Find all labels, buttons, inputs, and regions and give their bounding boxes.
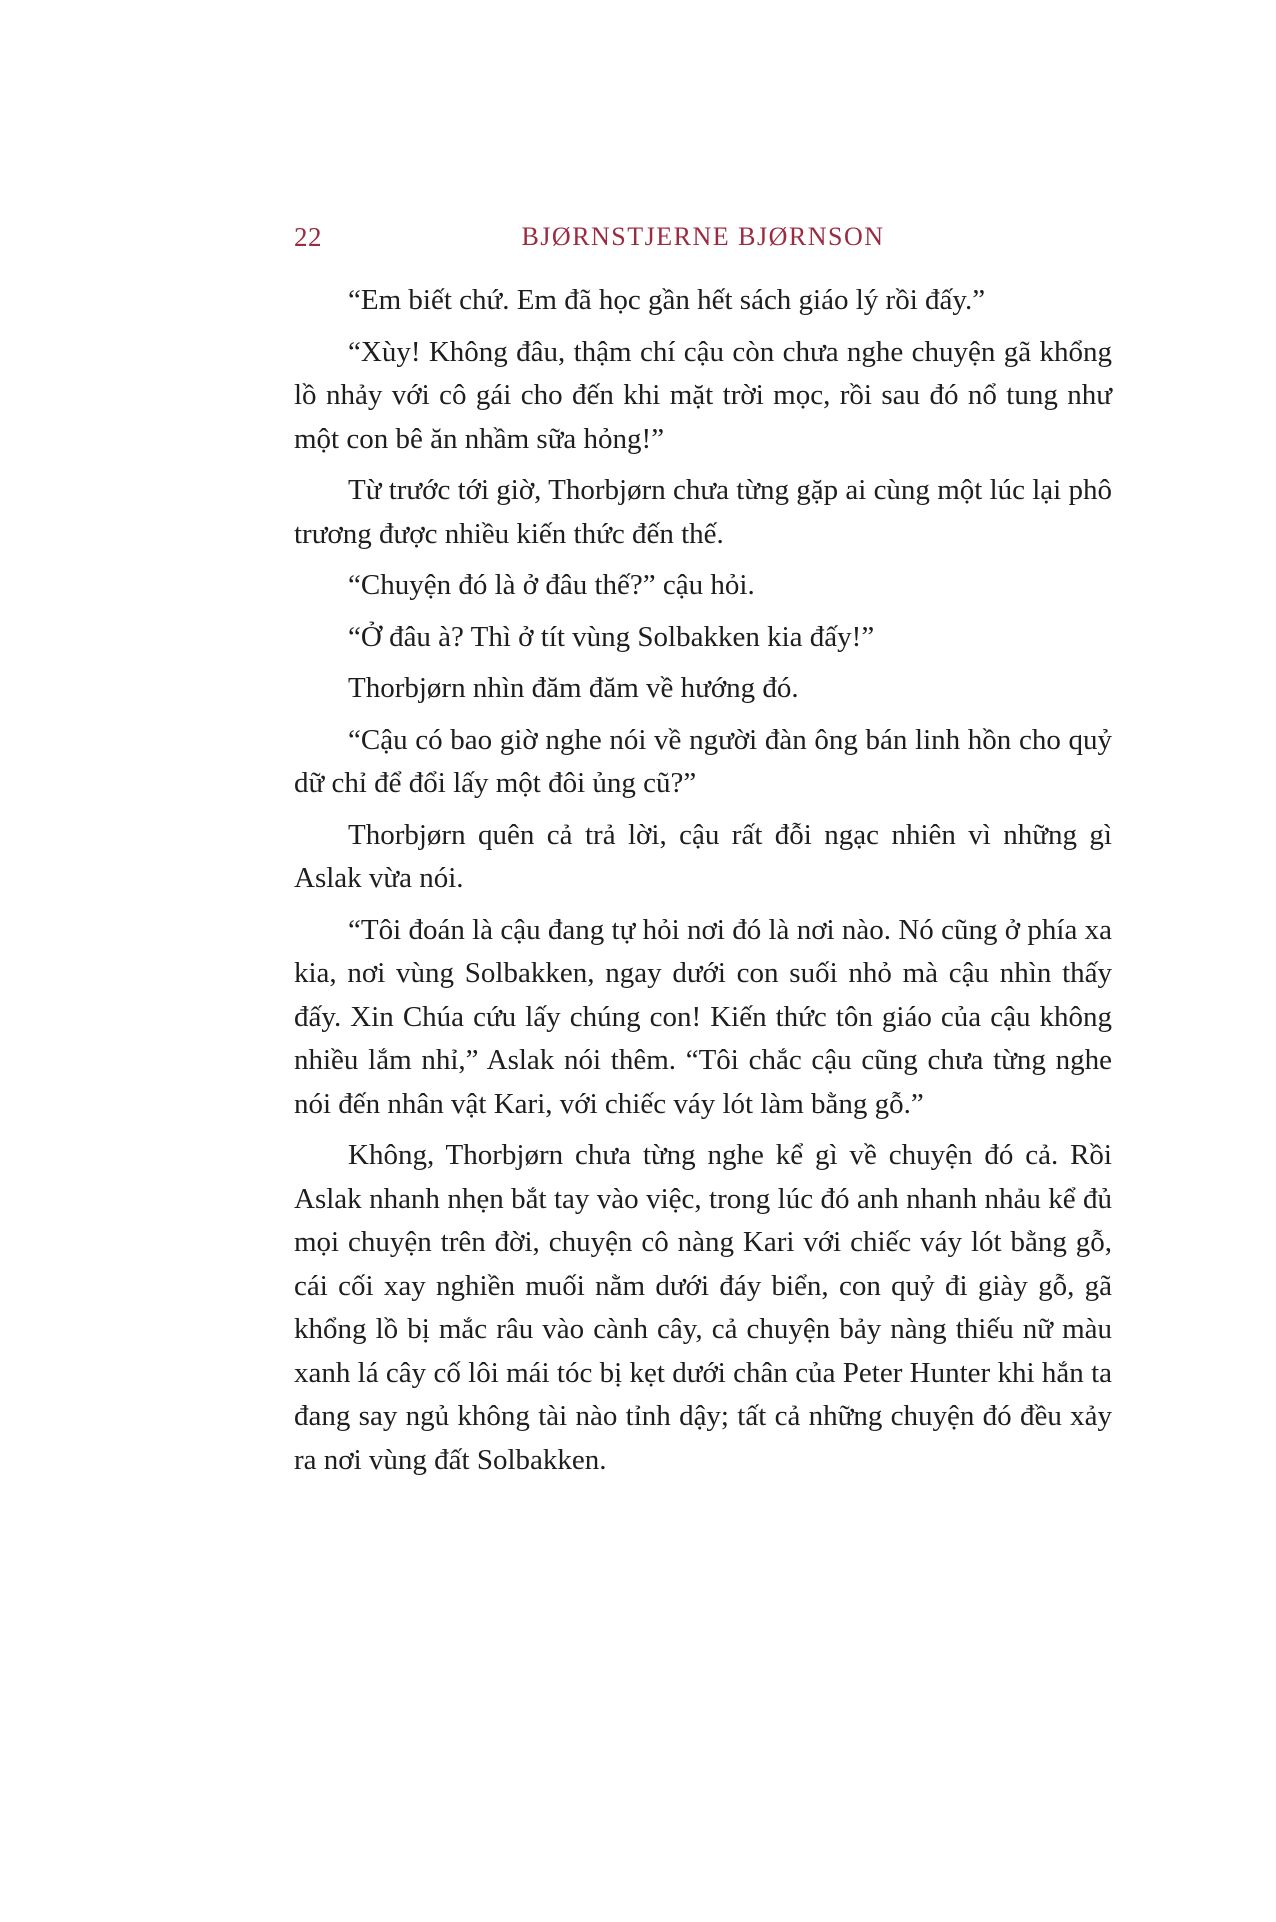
paragraph: Thorbjørn nhìn đăm đăm về hướng đó.: [348, 672, 799, 704]
page-number: 22: [294, 222, 322, 252]
running-head-author: BJØRNSTJERNE BJØRNSON: [521, 222, 885, 251]
paragraph: “Em biết chứ. Em đã học gần hết sách giáo lý rồi đấy.”: [348, 284, 986, 316]
paragraph: “Cậu có bao giờ nghe nói về người đàn ông bán linh hồn cho quỷ dữ chỉ để đổi lấy một đôi ủng cũ?”: [294, 723, 1112, 799]
paragraph: Thorbjørn quên cả trả lời, cậu rất đỗi ngạc nhiên vì những gì Aslak vừa nói.: [294, 818, 1112, 894]
paragraph: “Ở đâu à? Thì ở tít vùng Solbakken kia đấy!”: [348, 620, 875, 653]
paragraph: “Chuyện đó là ở đâu thế?” cậu hỏi.: [348, 569, 755, 601]
paragraph: “Tôi đoán là cậu đang tự hỏi nơi đó là nơi nào. Nó cũng ở phía xa kia, nơi vùng Solbakken, ngay dưới con suối nhỏ mà cậu nhìn thấy đấy. Xin Chúa cứu lấy chúng con! Kiến thức tôn giáo của cậu không nhiều lắm nhỉ,” Aslak nói thêm. “Tôi chắc cậu cũng chưa từng nghe nói đến nhân vật Kari, với chiếc váy lót làm bằng gỗ.”: [294, 913, 1112, 1120]
paragraph: “Xùy! Không đâu, thậm chí cậu còn chưa nghe chuyện gã khổng lồ nhảy với cô gái cho đến khi mặt trời mọc, rồi sau đó nổ tung như một con bê ăn nhầm sữa hỏng!”: [294, 335, 1112, 455]
paragraph: Từ trước tới giờ, Thorbjørn chưa từng gặp ai cùng một lúc lại phô trương được nhiều kiến thức đến thế.: [294, 474, 1112, 550]
body-text: [294, 279, 1112, 1490]
paragraph: Không, Thorbjørn chưa từng nghe kể gì về chuyện đó cả. Rồi Aslak nhanh nhẹn bắt tay vào việc, trong lúc đó anh nhanh nhảu kể đủ mọi chuyện trên đời, chuyện cô nàng Kari với chiếc váy lót bằng gỗ, cái cối xay nghiền muối nằm dưới đáy biển, con quỷ đi giày gỗ, gã khổng lồ bị mắc râu vào cành cây, cả chuyện bảy nàng thiếu nữ màu xanh lá cây cố lôi mái tóc bị kẹt dưới chân của Peter Hunter khi hắn ta đang say ngủ không tài nào tỉnh dậy; tất cả những chuyện đó đều xảy ra nơi vùng đất Solbakken.: [294, 1139, 1112, 1476]
running-head: [294, 222, 1112, 262]
